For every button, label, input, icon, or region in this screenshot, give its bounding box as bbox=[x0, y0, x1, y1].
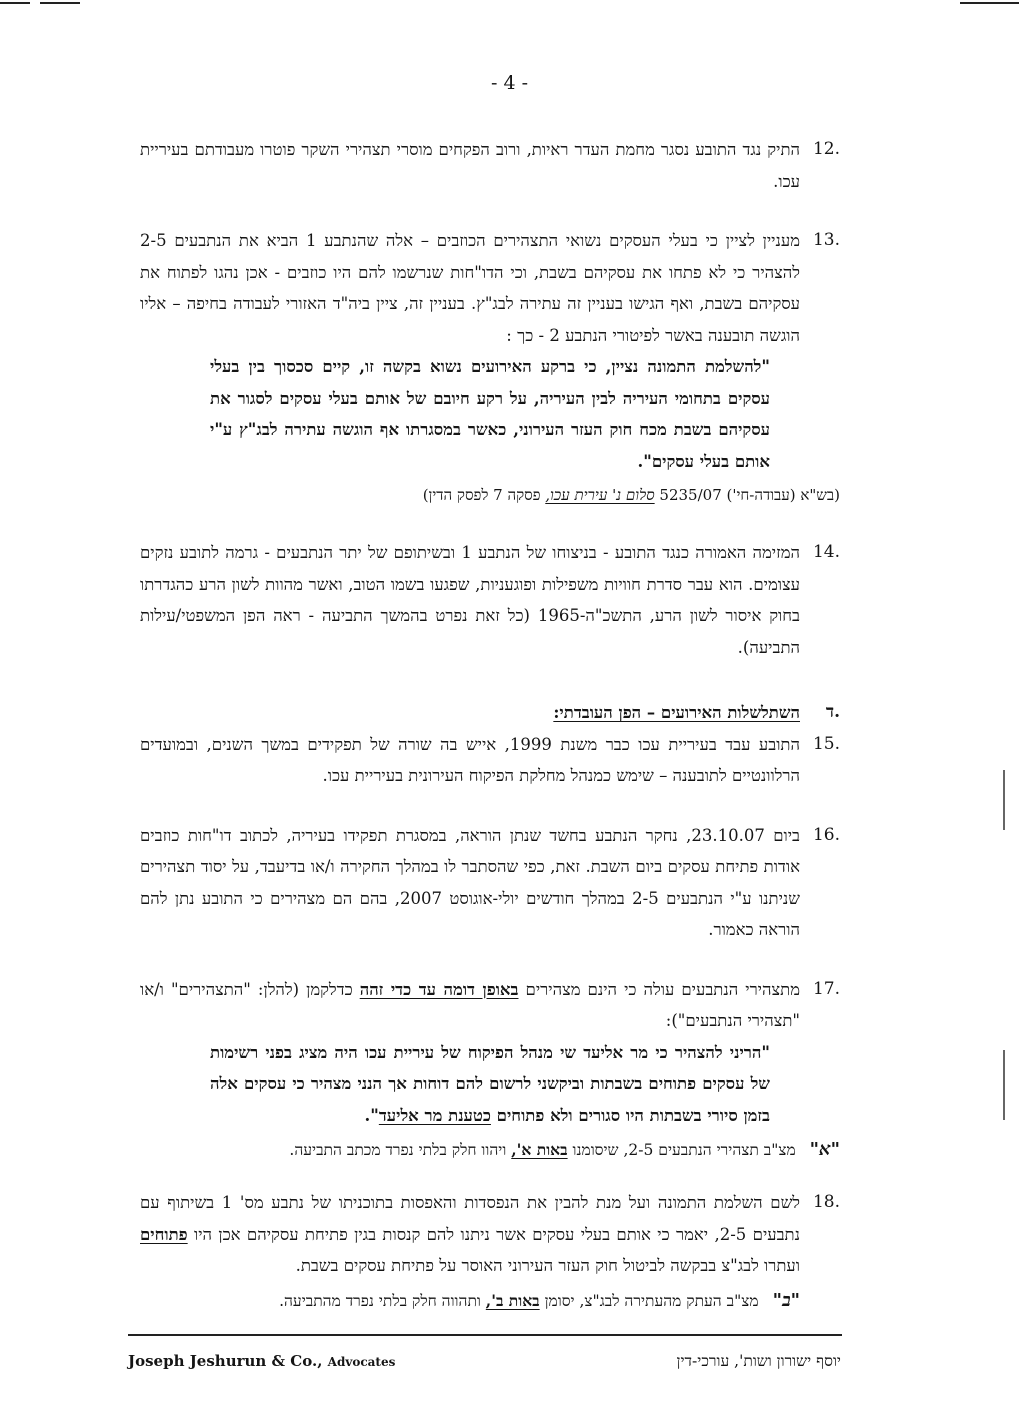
page-number: - 4 - bbox=[490, 72, 528, 94]
paragraph-number: 16. bbox=[812, 824, 840, 845]
section-letter: ד. bbox=[825, 702, 840, 722]
paragraph-number: 15. bbox=[812, 733, 840, 754]
paragraph-number: 13. bbox=[812, 230, 840, 250]
paragraph-number: 12. bbox=[812, 139, 840, 159]
paragraph-text: ביום 23.10.07, נחקר הנתבע בחשד שנתן הוראה, במסגרת תפקידו בעיריה, לכתוב דו"חות כוזבים אודות פתיחת עסקים ביום השבת. זאת, כפי שהסתבר לו במהלך החקירה ו/או בדיעבד, על יסוד תצהירים שניתנו ע"י הנתבעים 2-5 במהלך חודשים יולי-אוגוסט 2007, בהם הם מצהירים כי התובע נתן להם הוראה כאמור. bbox=[140, 825, 800, 939]
exhibit-label: באות ב', bbox=[485, 1290, 540, 1310]
section-title: השתלשלות האירועים – הפן העובדתי: bbox=[553, 703, 800, 722]
margin-scan-mark bbox=[1003, 770, 1005, 830]
case-citation: (בש"א (עבודה-חי') 5235/07 סלום נ' עירית עכו, פסקה 7 לפסק הדין) bbox=[422, 486, 840, 504]
document-body bbox=[140, 134, 840, 1316]
footer-firm-english: Joseph Jeshurun & Co., Advocates bbox=[128, 1352, 396, 1370]
court-quote: "להשלמת התמונה נציין, כי ברקע האירועים נשוא בקשה זו, קיים סכסוך בין בעלי עסקים בתחומי העיריה לבין העיריה, על רקע חיובם של אותם בעלי עסקים לסגור את עסקיהם בשבת מכח חוק העזר העירוני, כאשר במסגרתו אף הוגשה עתירה לבג"ץ ע"י אותם בעלי עסקים". bbox=[210, 357, 770, 471]
paragraph-number: 17. bbox=[812, 978, 840, 999]
paragraph-15 bbox=[140, 729, 840, 792]
paragraph-14 bbox=[140, 537, 840, 663]
affidavit-quote: "הריני להצהיר כי מר אליעד שי מנהל הפיקוח של עיריית עכו היה מציג בפני רשימות של עסקים פתוחים בשבתות וביקשני לרשום להם דוחות אך הנני מצהיר כי עסקים אלה בזמן סיורי בשבתות היו סגורים ולא פתוחים כטענת מר אליעד". bbox=[210, 1042, 770, 1125]
margin-scan-mark bbox=[1003, 1050, 1005, 1120]
exhibit-mark: "א" bbox=[809, 1139, 840, 1160]
paragraph-13 bbox=[140, 225, 840, 351]
exhibit-note-b: "ב"מצ"ב העתק מהעתירה לבג"צ, יסומן באות ב', ותהווה חלק בלתי נפרד מהתביעה. bbox=[279, 1289, 800, 1311]
exhibit-mark: "ב" bbox=[772, 1289, 800, 1311]
paragraph-16 bbox=[140, 820, 840, 946]
emphasis-underlined: פתוחים bbox=[140, 1224, 188, 1244]
paragraph-text: מעניין לציין כי בעלי העסקים נשואי התצהירים הכוזבים – אלה שהנתבע 1 הביא את הנתבעים 2-5 להצהיר כי לא פתחו את עסקיהם בשבת, וכי הדו"חות שנרשמו להם היו כוזבים - אכן נהגו לפתוח את עסקיהם בשבת, ואף הגישו בעניין זה עתירה לבג"ץ. בעניין זה, ציין ביה"ד האזורי לעבודה בחיפה – אליו הוגשה תובענה באשר לפיטורי הנתבע 2 - כך : bbox=[140, 231, 800, 345]
paragraph-text: התובע עבד בעיריית עכו כבר משנת 1999, אייש בה שורה של תפקידים במשך השנים, ובמועדים הרלוונטיים לתובענה – שימש כמנהל מחלקת הפיקוח העירונית בעיריית עכו. bbox=[140, 734, 800, 785]
exhibit-label: באות א', bbox=[511, 1140, 568, 1159]
paragraph-17: 17. מתצהירי הנתבעים עולה כי הינם מצהירים באופן דומה עד כדי זהה כדלקמן (להלן: "התצהירים" ו/או "תצהירי הנתבעים"): bbox=[140, 974, 840, 1037]
paragraph-text: התיק נגד התובע נסגר מחמת העדר ראיות, ורוב הפקחים מוסרי תצהירי השקר פוטרו מעבודתם בעיריית עכו. bbox=[140, 140, 800, 191]
paragraph-number: 14. bbox=[812, 542, 840, 562]
paragraph-12 bbox=[140, 134, 840, 197]
paragraph-number: 18. bbox=[812, 1192, 840, 1212]
footer-firm-hebrew: יוסף ישורון ושות', עורכי-דין bbox=[676, 1352, 841, 1370]
paragraph-text: המזימה האמורה כנגד התובע - בניצוחו של הנתבע 1 ובשיתופם של יתר הנתבעים - גרמה לתובע נזקים עצומים. הוא עבר סדרת חוויות משפילות ופוגעניות, שפגעו בשמו הטוב, ואשר מהוות לשון הרע כהגדרתו בחוק איסור לשון הרע, התשכ"ה-1965 (כל זאת נפרט בהמשך התביעה - ראה הפן המשפטי/עילות התביעה). bbox=[140, 543, 800, 657]
footer-divider bbox=[128, 1334, 842, 1336]
top-scan-marks bbox=[0, 0, 1019, 12]
section-heading bbox=[140, 697, 840, 729]
paragraph-18: 18. לשם השלמת התמונה ועל מנת להבין את הנפסדות והאפסות בתוכניתו של נתבע מס' 1 בשיתוף עם נתבעים 2-5, יאמר כי אותם בעלי עסקים אשר ניתנו להם קנסות בגין פתיחת עסקיהם אכן היו פתוחים ועתרו לבג"צ בבקשה לביטול חוק העזר העירוני האוסר על פתיחת עסקים בשבת. bbox=[140, 1187, 840, 1282]
emphasis-underlined: באופן דומה עד כדי זהה bbox=[359, 979, 519, 999]
exhibit-note-a: "א"מצ"ב תצהירי הנתבעים 2-5, שיסומנו באות א', ויהוו חלק בלתי נפרד מכתב התביעה. bbox=[289, 1139, 840, 1160]
